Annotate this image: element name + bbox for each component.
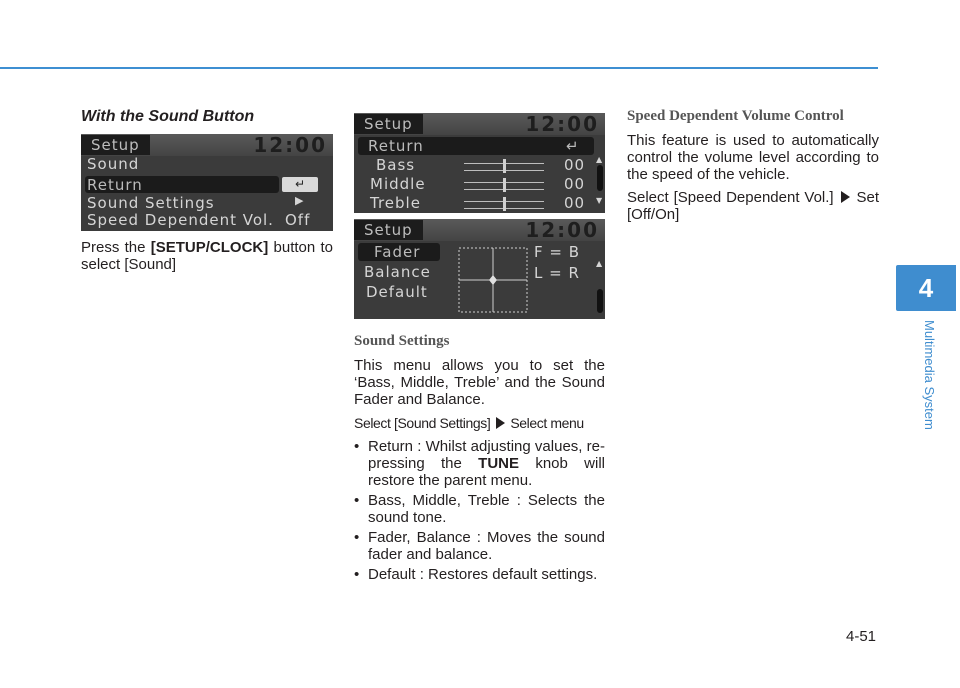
return-arrow-icon[interactable]: ↵ (282, 177, 318, 192)
scrollbar[interactable] (597, 289, 603, 313)
select-prefix: Select [Speed Dependent Vol.] (627, 189, 834, 206)
tone-settings-screen (354, 113, 605, 213)
speed-vol-value: Off (285, 211, 311, 229)
speed-volume-description: This feature is used to automatically control the volume level according to the speed of the vehicle. (627, 132, 879, 183)
scroll-down-icon[interactable]: ▼ (596, 196, 604, 205)
setup-tag: Setup (354, 220, 423, 240)
clock: 12:00 (253, 134, 327, 157)
select-suffix: Select menu (510, 415, 584, 431)
fader-balance-screen (354, 219, 605, 319)
balance-value: L = R (534, 264, 580, 282)
press-text: Press the (81, 239, 151, 256)
menu-row-return[interactable]: Return (87, 176, 143, 194)
chapter-number-tab: 4 (896, 265, 956, 311)
press-text-tail: button to select [Sound] (81, 239, 333, 273)
menu-row-middle[interactable]: Middle (370, 175, 426, 193)
clock: 12:00 (525, 113, 599, 136)
header-rule (0, 67, 878, 69)
speed-volume-instruction (627, 189, 879, 223)
select-suffix: Set [Off/On] (627, 189, 879, 223)
sound-settings-intro: This menu allows you to set the ‘Bass, Middle, Treble’ and the Sound Fader and Balance. (354, 357, 605, 408)
scroll-up-icon[interactable]: ▲ (596, 155, 604, 164)
submenu-arrow-icon: ▶ (295, 194, 305, 207)
arrow-right-icon (841, 191, 850, 203)
menu-row-balance[interactable]: Balance (364, 263, 431, 281)
menu-row-sound-settings[interactable]: Sound Settings (87, 194, 215, 212)
menu-row-treble[interactable]: Treble (370, 194, 421, 212)
menu-row-speed-dependent-vol[interactable]: Speed Dependent Vol. (87, 211, 274, 229)
screen-title: Sound (87, 155, 140, 173)
chapter-title: Multimedia System (922, 320, 937, 430)
treble-value: 00 (564, 194, 586, 212)
section-heading-sound-settings: Sound Settings (354, 333, 450, 349)
setup-tag: Setup (81, 135, 150, 155)
middle-slider[interactable] (464, 182, 544, 190)
menu-row-fader[interactable]: Fader (374, 243, 421, 261)
right-column (627, 108, 879, 223)
list-item-default: • Default : Restores default settings. (354, 566, 605, 583)
list-item-fader-balance: • Fader, Balance : Moves the sound fader and balance. (354, 529, 605, 563)
slider-knob[interactable] (503, 197, 506, 211)
setup-clock-button-label: [SETUP/CLOCK] (150, 239, 269, 256)
scroll-up-icon[interactable]: ▲ (596, 259, 604, 268)
middle-value: 00 (564, 175, 586, 193)
select-instruction (354, 415, 605, 432)
menu-row-return[interactable]: Return (368, 137, 424, 155)
page-number: 4-51 (846, 628, 877, 645)
sound-settings-list (354, 438, 605, 583)
left-column (81, 108, 333, 125)
list-item-tone: • Bass, Middle, Treble : Selects the sound tone. (354, 492, 605, 526)
left-body (81, 239, 333, 273)
fader-value: F = B (534, 243, 581, 261)
slider-knob[interactable] (503, 178, 506, 192)
bass-value: 00 (564, 156, 586, 174)
setup-tag: Setup (354, 114, 423, 134)
arrow-right-icon (496, 417, 505, 429)
middle-column (354, 333, 605, 586)
menu-row-default[interactable]: Default (366, 283, 428, 301)
sound-menu-screen (81, 134, 333, 231)
slider-knob[interactable] (503, 159, 506, 173)
section-heading-sound-button: With the Sound Button (81, 108, 255, 125)
section-heading-speed-volume: Speed Dependent Volume Control (627, 108, 844, 124)
bass-slider[interactable] (464, 163, 544, 171)
return-arrow-icon[interactable]: ↵ (566, 137, 580, 155)
fader-balance-grid-icon[interactable] (458, 247, 528, 313)
tune-knob-label: TUNE (478, 455, 520, 472)
list-item-return: • Return : Whilst adjusting values, re-pressing the TUNE knob will restore the parent menu. (354, 438, 605, 489)
select-prefix: Select [Sound Settings] (354, 415, 491, 431)
scrollbar[interactable] (597, 165, 603, 191)
clock: 12:00 (525, 219, 599, 242)
treble-slider[interactable] (464, 201, 544, 209)
menu-row-bass[interactable]: Bass (376, 156, 416, 174)
